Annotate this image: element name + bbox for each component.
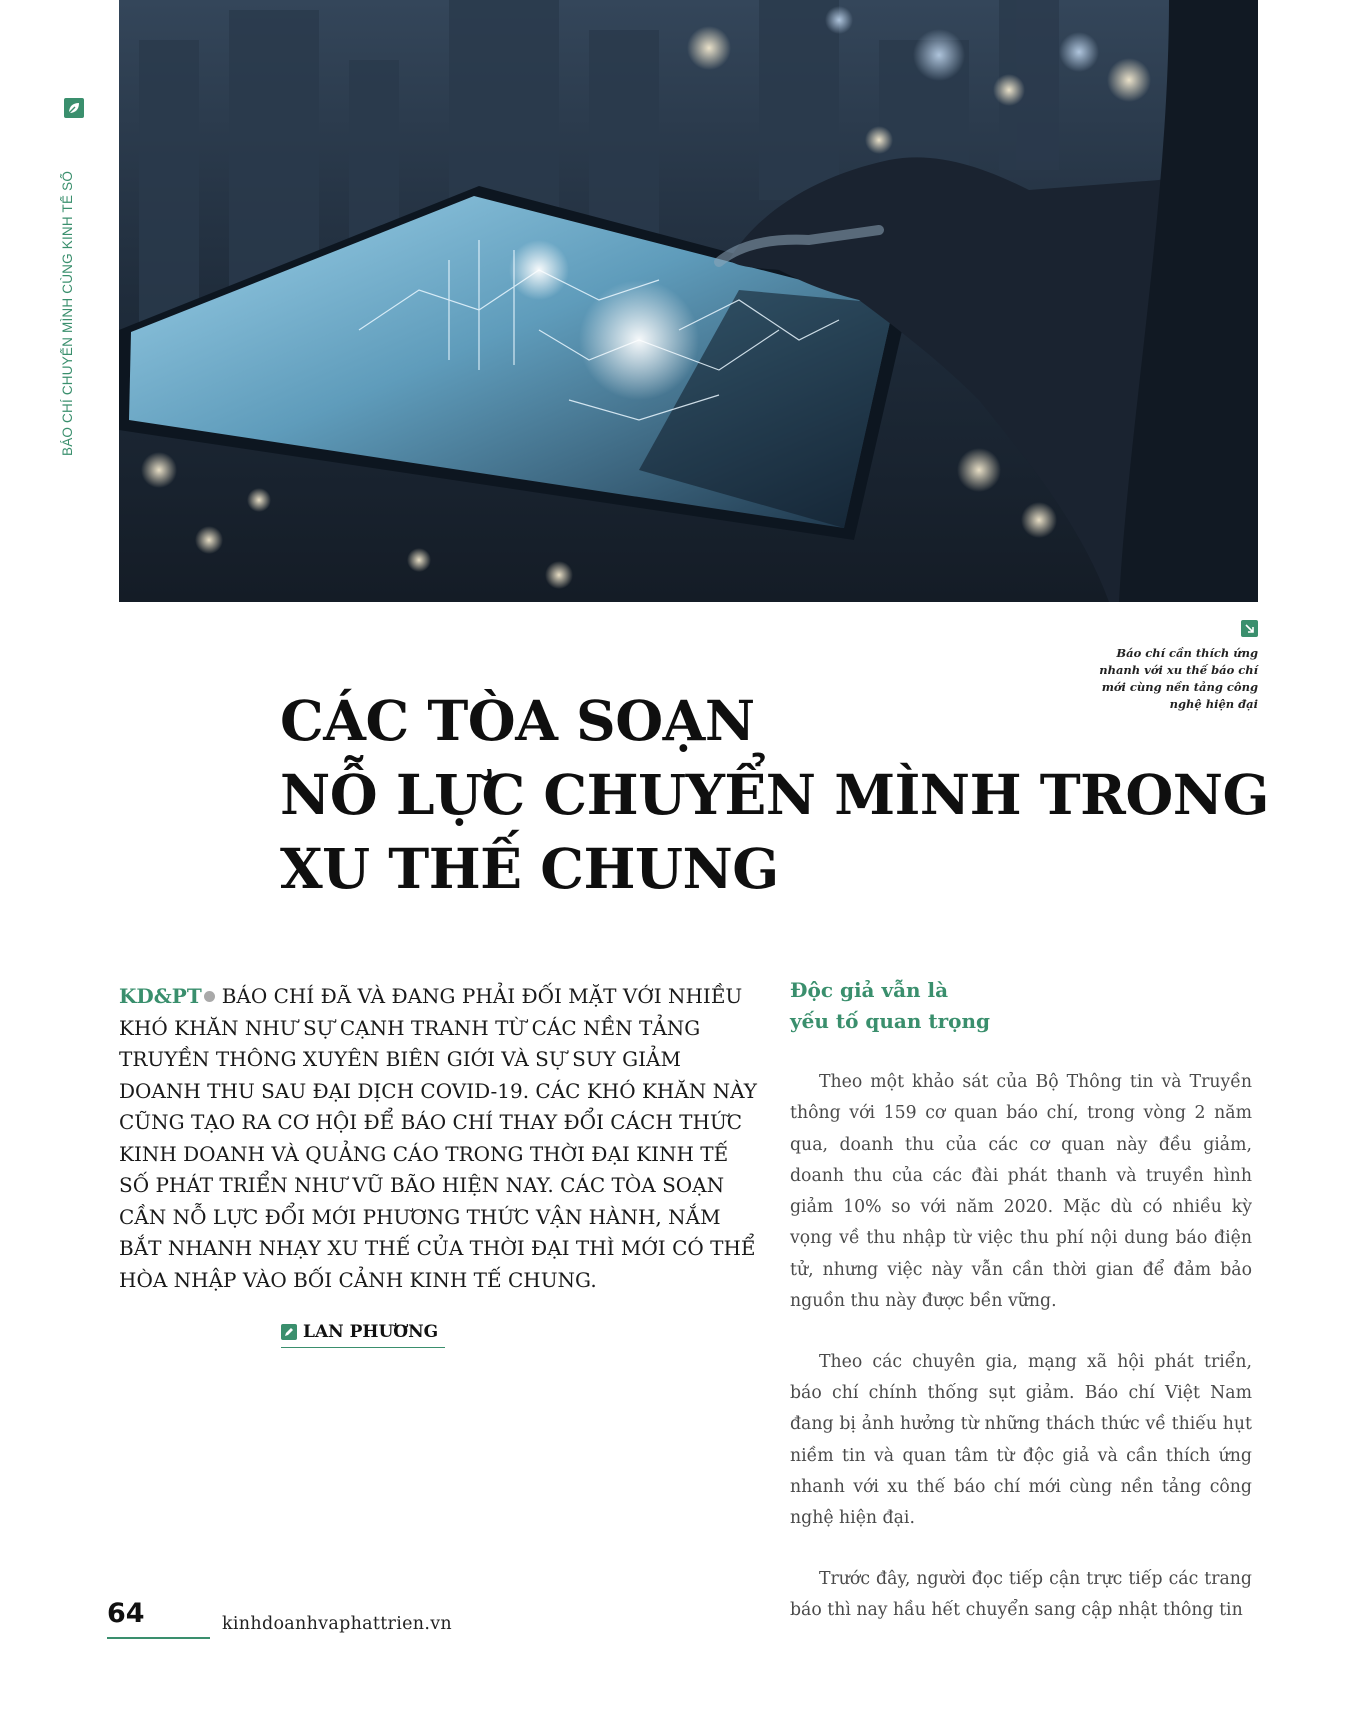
article-title — [280, 684, 1269, 906]
body-paragraph: Theo một khảo sát của Bộ Thông tin và Truyền thông với 159 cơ quan báo chí, trong vòng 2 năm qua, doanh thu của các cơ quan này đều giảm, doanh thu của các đài phát thanh và truyền hình giảm 10% so với năm 2020. Mặc dù có nhiều kỳ vọng về thu nhập từ việc thu phí nội dung báo điện tử, nhưng việc này vẫn cần thời gian để đảm bảo nguồn thu này được bền vững. — [790, 1072, 1252, 1312]
author-byline — [281, 1322, 445, 1348]
title-line: NỖ LỰC CHUYỂN MÌNH TRONG — [280, 762, 1269, 827]
caption-text: Báo chí cần thích ứng nhanh với xu thế báo chí mới cùng nền tảng công nghệ hiện đại — [1099, 646, 1258, 711]
subheading-line: yếu tố quan trọng — [790, 1009, 991, 1033]
lede-text: BÁO CHÍ ĐÃ VÀ ĐANG PHẢI ĐỐI MẶT VỚI NHIỀU KHÓ KHĂN NHƯ SỰ CẠNH TRANH TỪ CÁC NỀN TẢNG TRUYỀN THÔNG XUYÊN BIÊN GIỚI VÀ SỰ SUY GIẢM DOANH THU SAU ĐẠI DỊCH COVID-19. CÁC KHÓ KHĂN NÀY CŨNG TẠO RA CƠ HỘI ĐỂ BÁO CHÍ THAY ĐỔI CÁCH THỨC KINH DOANH VÀ QUẢNG CÁO TRONG THỜI ĐẠI KINH TẾ SỐ PHÁT TRIỂN NHƯ VŨ BÃO HIỆN NAY. CÁC TÒA SOẠN CẦN NỖ LỰC ĐỔI MỚI PHƯƠNG THỨC VẬN HÀNH, NẮM BẮT NHANH NHẠY XU THẾ CỦA THỜI ĐẠI THÌ MỚI CÓ THỂ HÒA NHẬP VÀO BỐI CẢNH KINH TẾ CHUNG. — [119, 984, 757, 1292]
title-line: XU THẾ CHUNG — [280, 836, 779, 901]
body-paragraph: Trước đây, người đọc tiếp cận trực tiếp các trang báo thì nay hầu hết chuyển sang cập nhật thông tin — [790, 1569, 1252, 1621]
section-tab-label: BÁO CHÍ CHUYỂN MÌNH CÙNG KINH TẾ SỐ — [60, 170, 75, 456]
author-name: LAN PHƯƠNG — [303, 1322, 439, 1342]
section-subheading — [790, 975, 1210, 1037]
bullet-dot-icon — [204, 991, 215, 1002]
leaf-icon — [64, 98, 84, 118]
title-line: CÁC TÒA SOẠN — [280, 688, 755, 753]
website-link[interactable]: kinhdoanhvaphattrien.vn — [222, 1614, 452, 1634]
lede-kicker: KD&PT — [119, 984, 202, 1008]
subheading-line: Độc giả vẫn là — [790, 978, 949, 1002]
hero-image — [119, 0, 1258, 602]
body-paragraph: Theo các chuyên gia, mạng xã hội phát triển, báo chí chính thống sụt giảm. Báo chí Việt Nam đang bị ảnh hưởng từ những thách thức về thiếu hụt niềm tin và quan tâm từ độc giả và cần thích ứng nhanh với xu thế báo chí mới cùng nền tảng công nghệ hiện đại. — [790, 1351, 1252, 1529]
page-number: 64 — [107, 1598, 145, 1629]
pen-icon — [281, 1324, 297, 1340]
arrow-down-right-icon — [1241, 620, 1258, 637]
body-column — [790, 1067, 1252, 1656]
footer-rule — [107, 1637, 210, 1639]
lede-paragraph — [119, 981, 759, 1296]
section-tab — [60, 98, 86, 458]
